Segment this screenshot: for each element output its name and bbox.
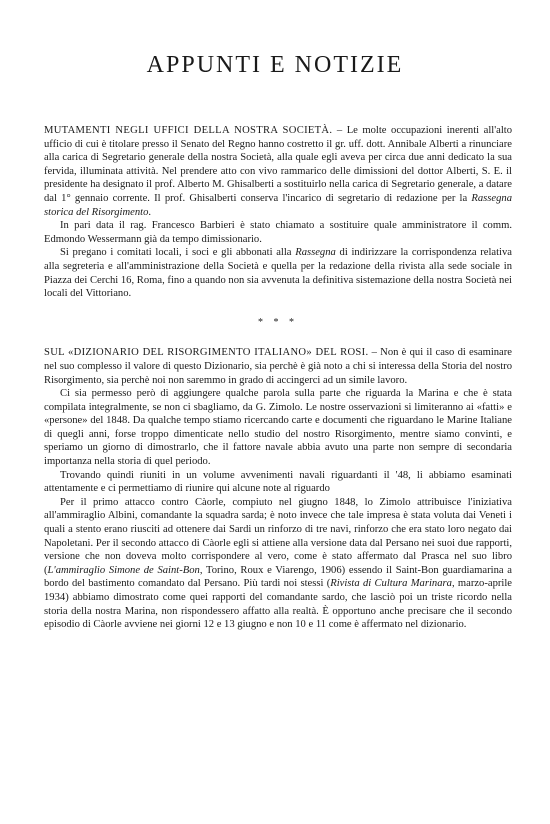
article-body bbox=[44, 124, 512, 632]
section1-paragraph-3 bbox=[44, 246, 512, 300]
section2-p4-text-c: , marzo-aprile 1934) abbiamo dimostrato come quei rapporti del comandante sardo, che lasciò poi un triste ricordo nella storia della nostra Marina, non rispondessero affatto alla realtà. È opportuno anche precisare che il secondo episodio di Càorle avviene nei giorni 12 e 13 giugno e non 10 e 11 come è affermato nel dizionario. bbox=[44, 578, 512, 631]
section2-p4-italic-2: Rivista di Cultura Marinara bbox=[330, 578, 452, 590]
section2-paragraph-3: Trovando quindi riuniti in un volume avvenimenti navali riguardanti il '48, li abbiamo esaminati attentamente e ci permettiamo di riunire qui alcune note al riguardo bbox=[44, 469, 512, 495]
section2-p1-text: – Non è qui il caso di esaminare nel suo complesso il valore di questo Dizionario, sia perchè è già noto a chi si interessa della Storia del nostro Risorgimento, sia perchè noi non saremmo in grado di accingerci ad un simile lavoro. bbox=[44, 347, 512, 386]
page-title: APPUNTI E NOTIZIE bbox=[146, 52, 404, 78]
section1-p3-text-b: di indirizzare la corrispondenza relativa alla segreteria e all'amministrazione della Società e quella per la redazione della rivista alla sede sociale in Piazza dei Cerchi 16, Roma, fino a quando non sia avvenuta la definitiva sistemazione della nostra Società nei locali del Vittoriano. bbox=[44, 247, 512, 300]
section1-p3-italic: Rassegna bbox=[295, 247, 336, 259]
section2-paragraph-4 bbox=[44, 496, 512, 632]
section2-paragraph-1 bbox=[44, 346, 512, 387]
section1-paragraph-2: In pari data il rag. Francesco Barbieri è stato chiamato a sostituire quale amministratore il comm. Edmondo Wessermann già da tempo dimissionario. bbox=[44, 220, 512, 245]
section1-p1-italic: Rassegna storica del Risorgimento bbox=[44, 192, 512, 218]
section1-heading: MUTAMENTI NEGLI UFFICI DELLA NOSTRA SOCIETÀ. bbox=[44, 125, 333, 136]
section2-paragraph-2: Ci sia permesso però di aggiungere qualche parola sulla parte che riguarda la Marina e che è stata compilata integralmente, se non ci sbagliamo, da G. Zimolo. Le nostre osservazioni si limiteranno ai «fatti» e «persone» del 1848. Da qualche tempo stiamo ricercando carte e documenti che riguardano le Marine Italiane di quegli anni, forse troppo dimenticate nello studio del nostro Risorgimento, mentre siamo convinti, e speriamo un giorno di dimostrarlo, che il fattore navale abbia avuto una parte non sempre di secondaria importanza nella storia di quel periodo. bbox=[44, 388, 512, 468]
section-separator: * * * bbox=[258, 316, 298, 328]
section-mutamenti bbox=[44, 124, 512, 301]
section2-p4-text-a: Per il primo attacco contro Càorle, compiuto nel giugno 1848, lo Zimolo attribuisce l'iniziativa all'ammiraglio Albini, comandante la squadra sarda; è noto invece che tale impresa è stata voluta dai Veneti i quali a stento erano riusciti ad ottenere dai Sardi un rinforzo di tre navi, rinforzo che era stato loro negato dai Napoletani. Per il secondo attacco di Càorle egli si attiene alla versione data dal Persano nei suoi due rapporti, versione che non doveva molto corrispondere al vero, come è stato affermato dal Prasca nel suo libro ( bbox=[44, 496, 512, 576]
section1-p3-text-a: Si pregano i comitati locali, i soci e gli abbonati alla bbox=[60, 247, 296, 259]
section1-p1-text-b: . bbox=[148, 206, 152, 218]
section2-heading: SUL «DIZIONARIO DEL RISORGIMENTO ITALIANO» DEL ROSI. bbox=[44, 347, 369, 359]
section2-p4-italic-1: L'ammiraglio Simone de Saint-Bon bbox=[47, 564, 200, 576]
section1-p1-text-a: – Le molte occupazioni inerenti all'alto ufficio di cui è titolare presso il Senato del Regno hanno costretto il gr. uff. dott. Annibale Alberti a rinunciare alla carica di Segretario generale della nostra Società, alla quale egli aveva per circa due anni dedicato la sua fervida, illuminata attività. Nel prendere atto con vivo rammarico delle dimissioni del dottor Alberti, S. E. il presidente ha designato il prof. Alberto M. Ghisalberti a sostituirlo nella carica di Segretario generale, a datare dal 1° gennaio corrente. Il prof. Ghisalberti conserva l'incarico di segretario di redazione per la bbox=[44, 125, 513, 204]
section-dizionario bbox=[44, 346, 512, 631]
section1-paragraph-1 bbox=[44, 124, 512, 219]
section2-p4-text-b: , Torino, Roux e Viarengo, 1906) essendo il Saint-Bon guardiamarina a bordo del bastimento comandato dal Persano. Più tardi noi stessi ( bbox=[44, 564, 512, 590]
